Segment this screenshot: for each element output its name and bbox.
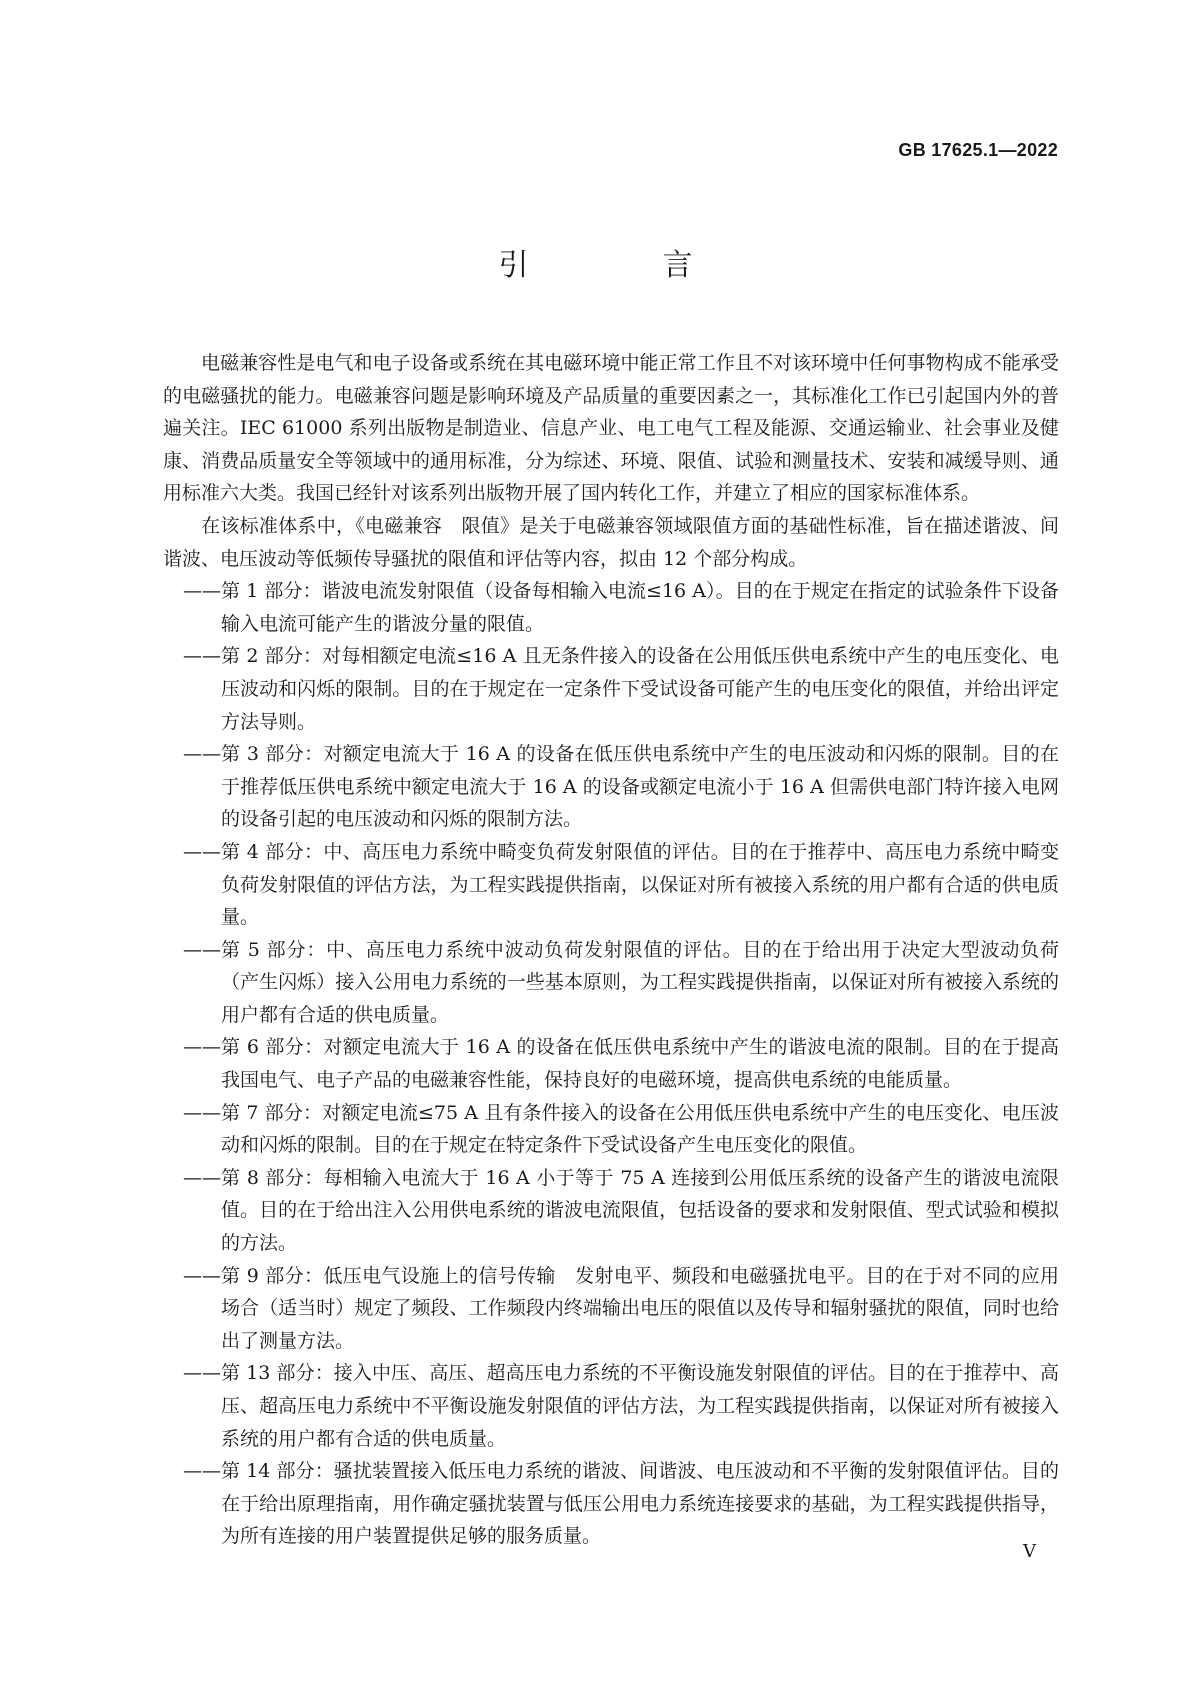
list-item-text: 第 9 部分：低压电气设施上的信号传输 发射电平、频段和电磁骚扰电平。目的在于对不同的应用场合（适当时）规定了频段、工作频段内终端输出电压的限值以及传导和辐射骚扰的限值，同时也给出了测量方法。 — [221, 1264, 1059, 1352]
list-item — [163, 836, 1059, 934]
list-dash: —— — [183, 840, 221, 863]
list-item-text: 第 13 部分：接入中压、高压、超高压电力系统的不平衡设施发射限值的评估。目的在于推荐中、高压、超高压电力系统中不平衡设施发射限值的评估方法，为工程实践提供指南，以保证对所有被接入系统的用户都有合适的供电质量。 — [221, 1362, 1059, 1450]
parts-list — [163, 575, 1059, 1553]
list-item — [163, 1031, 1059, 1096]
document-body — [163, 347, 1059, 1553]
list-item-text: 第 5 部分：中、高压电力系统中波动负荷发射限值的评估。目的在于给出用于决定大型波动负荷（产生闪烁）接入公用电力系统的一些基本原则，为工程实践提供指南，以保证对所有被接入系统的用户都有合适的供电质量。 — [221, 938, 1059, 1026]
list-item-text: 第 6 部分：对额定电流大于 16 A 的设备在低压供电系统中产生的谐波电流的限制。目的在于提高我国电气、电子产品的电磁兼容性能，保持良好的电磁环境，提高供电系统的电能质量。 — [221, 1036, 1059, 1092]
list-item-text: 第 1 部分：谐波电流发射限值（设备每相输入电流≤16 A）。目的在于规定在指定的试验条件下设备输入电流可能产生的谐波分量的限值。 — [221, 580, 1059, 635]
list-dash: —— — [183, 645, 221, 668]
list-dash: —— — [183, 580, 221, 603]
list-dash: —— — [183, 938, 221, 961]
list-dash: —— — [183, 1036, 221, 1059]
list-dash: —— — [183, 1362, 221, 1385]
list-item-text: 第 4 部分：中、高压电力系统中畸变负荷发射限值的评估。目的在于推荐中、高压电力系统中畸变负荷发射限值的评估方法，为工程实践提供指南，以保证对所有被接入系统的用户都有合适的供电质量。 — [221, 840, 1059, 929]
list-dash: —— — [183, 1264, 221, 1287]
list-item — [163, 934, 1059, 1032]
list-item — [163, 575, 1059, 640]
list-item-text: 第 14 部分：骚扰装置接入低压电力系统的谐波、间谐波、电压波动和不平衡的发射限值评估。目的在于给出原理指南，用作确定骚扰装置与低压公用电力系统连接要求的基础，为工程实践提供指导，为所有连接的用户装置提供足够的服务质量。 — [221, 1460, 1059, 1548]
list-item-text: 第 7 部分：对额定电流≤75 A 且有条件接入的设备在公用低压供电系统中产生的电压变化、电压波动和闪烁的限制。目的在于规定在特定条件下受试设备产生电压变化的限值。 — [221, 1101, 1059, 1157]
standard-code: GB 17625.1—2022 — [898, 140, 1058, 160]
list-item-text: 第 8 部分：每相输入电流大于 16 A 小于等于 75 A 连接到公用低压系统的设备产生的谐波电流限值。目的在于给出注入公用供电系统的谐波电流限值，包括设备的要求和发射限值、型式试验和模拟的方法。 — [221, 1166, 1059, 1255]
list-dash: —— — [183, 1101, 221, 1124]
list-item — [163, 640, 1059, 738]
page-number: V — [1023, 1541, 1036, 1562]
list-item — [163, 1097, 1059, 1162]
list-dash: —— — [183, 1460, 221, 1483]
list-item — [163, 1162, 1059, 1260]
list-item — [163, 1260, 1059, 1358]
list-item-text: 第 2 部分：对每相额定电流≤16 A 且无条件接入的设备在公用低压供电系统中产生的电压变化、电压波动和闪烁的限制。目的在于规定在一定条件下受试设备可能产生的电压变化的限值，并给出评定方法导则。 — [221, 645, 1059, 733]
list-item — [163, 1357, 1059, 1455]
list-dash: —— — [183, 1166, 221, 1189]
page-title: 引 言 — [498, 248, 745, 283]
intro-paragraph: 在该标准体系中，《电磁兼容 限值》是关于电磁兼容领域限值方面的基础性标准，旨在描述谐波、间谐波、电压波动等低频传导骚扰的限值和评估等内容，拟由 12 个部分构成。 — [163, 514, 1059, 570]
list-item — [163, 738, 1059, 836]
list-dash: —— — [183, 743, 221, 766]
list-item-text: 第 3 部分：对额定电流大于 16 A 的设备在低压供电系统中产生的电压波动和闪烁的限制。目的在于推荐低压供电系统中额定电流大于 16 A 的设备或额定电流小于 16 A 但需供电部门特许接入电网的设备引起的电压波动和闪烁的限制方法。 — [221, 743, 1059, 831]
intro-paragraph: 电磁兼容性是电气和电子设备或系统在其电磁环境中能正常工作且不对该环境中任何事物构成不能承受的电磁骚扰的能力。电磁兼容问题是影响环境及产品质量的重要因素之一，其标准化工作已引起国内外的普遍关注。IEC 61000 系列出版物是制造业、信息产业、电工电气工程及能源、交通运输业、社会事业及健康、消费品质量安全等领域中的通用标准，分为综述、环境、限值、试验和测量技术、安装和减缓导则、通用标准六大类。我国已经针对该系列出版物开展了国内转化工作，并建立了相应的国家标准体系。 — [163, 352, 1059, 505]
list-item — [163, 1455, 1059, 1553]
